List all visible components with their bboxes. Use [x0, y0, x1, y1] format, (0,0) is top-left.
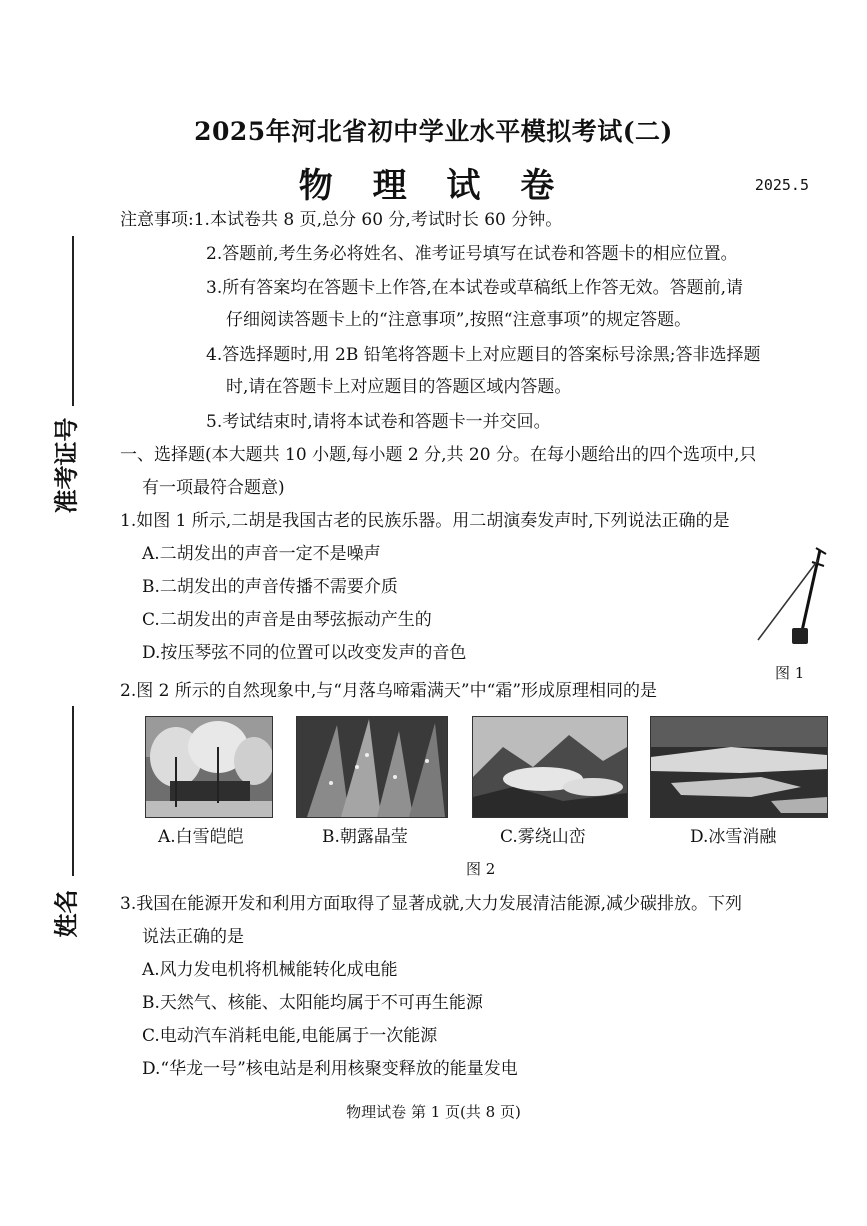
- question-3-stem-cont: 说法正确的是: [142, 927, 244, 947]
- exam-id-label: 准考证号: [51, 417, 81, 514]
- question-3-option-b: B.天然气、核能、太阳能均属于不可再生能源: [142, 993, 483, 1013]
- section-heading-cont: 有一项最符合题意): [142, 478, 285, 498]
- photo-dew-leaves: [296, 716, 448, 818]
- question-3-stem: 3.我国在能源开发和利用方面取得了显著成就,大力发展清洁能源,减少碳排放。下列: [120, 894, 743, 914]
- notice-line: 注意事项:1.本试卷共 8 页,总分 60 分,考试时长 60 分钟。: [120, 210, 563, 230]
- exam-id-rule: [72, 236, 74, 406]
- page-footer: 物理试卷 第 1 页(共 8 页): [346, 1103, 521, 1121]
- photo-melting-ice: [650, 716, 828, 818]
- question-1-option-c: C.二胡发出的声音是由琴弦振动产生的: [142, 610, 432, 630]
- section-heading: 一、选择题(本大题共 10 小题,每小题 2 分,共 20 分。在每小题给出的四个选项中,只: [120, 445, 757, 465]
- name-rule: [72, 706, 74, 876]
- question-3-option-d: D.“华龙一号”核电站是利用核聚变释放的能量发电: [142, 1059, 518, 1079]
- name-label: 姓名: [51, 889, 81, 938]
- exam-title: 2025年河北省初中学业水平模拟考试(二): [194, 117, 673, 146]
- question-3-option-a: A.风力发电机将机械能转化成电能: [142, 960, 398, 980]
- caption-d: D.冰雪消融: [690, 827, 777, 847]
- figure-2-label: 图 2: [466, 860, 496, 878]
- notice-line: 时,请在答题卡上对应题目的答题区域内答题。: [226, 377, 572, 397]
- notice-line: 仔细阅读答题卡上的“注意事项”,按照“注意事项”的规定答题。: [226, 310, 692, 330]
- subject-title: 物 理 试 卷: [298, 166, 569, 206]
- question-2-stem: 2.图 2 所示的自然现象中,与“月落乌啼霜满天”中“霜”形成原理相同的是: [120, 681, 658, 701]
- figure-1-label: 图 1: [775, 664, 805, 682]
- question-1-option-b: B.二胡发出的声音传播不需要介质: [142, 577, 398, 597]
- question-1-option-a: A.二胡发出的声音一定不是噪声: [142, 544, 381, 564]
- erhu-figure: [752, 544, 832, 656]
- notice-line: 5.考试结束时,请将本试卷和答题卡一并交回。: [206, 412, 551, 432]
- notice-line: 3.所有答案均在答题卡上作答,在本试卷或草稿纸上作答无效。答题前,请: [206, 278, 744, 298]
- question-1-stem: 1.如图 1 所示,二胡是我国古老的民族乐器。用二胡演奏发声时,下列说法正确的是: [120, 511, 730, 531]
- question-3-option-c: C.电动汽车消耗电能,电能属于一次能源: [142, 1026, 438, 1046]
- photo-snow-trees: [145, 716, 273, 818]
- notice-line: 2.答题前,考生务必将姓名、准考证号填写在试卷和答题卡的相应位置。: [206, 244, 738, 264]
- question-1-option-d: D.按压琴弦不同的位置可以改变发声的音色: [142, 643, 467, 663]
- exam-date: 2025.5: [754, 176, 809, 194]
- notice-line: 4.答选择题时,用 2B 铅笔将答题卡上对应题目的答案标号涂黑;答非选择题: [206, 345, 761, 365]
- photo-mist-mountains: [472, 716, 628, 818]
- caption-c: C.雾绕山峦: [500, 827, 586, 847]
- caption-b: B.朝露晶莹: [322, 827, 408, 847]
- caption-a: A.白雪皑皑: [158, 827, 244, 847]
